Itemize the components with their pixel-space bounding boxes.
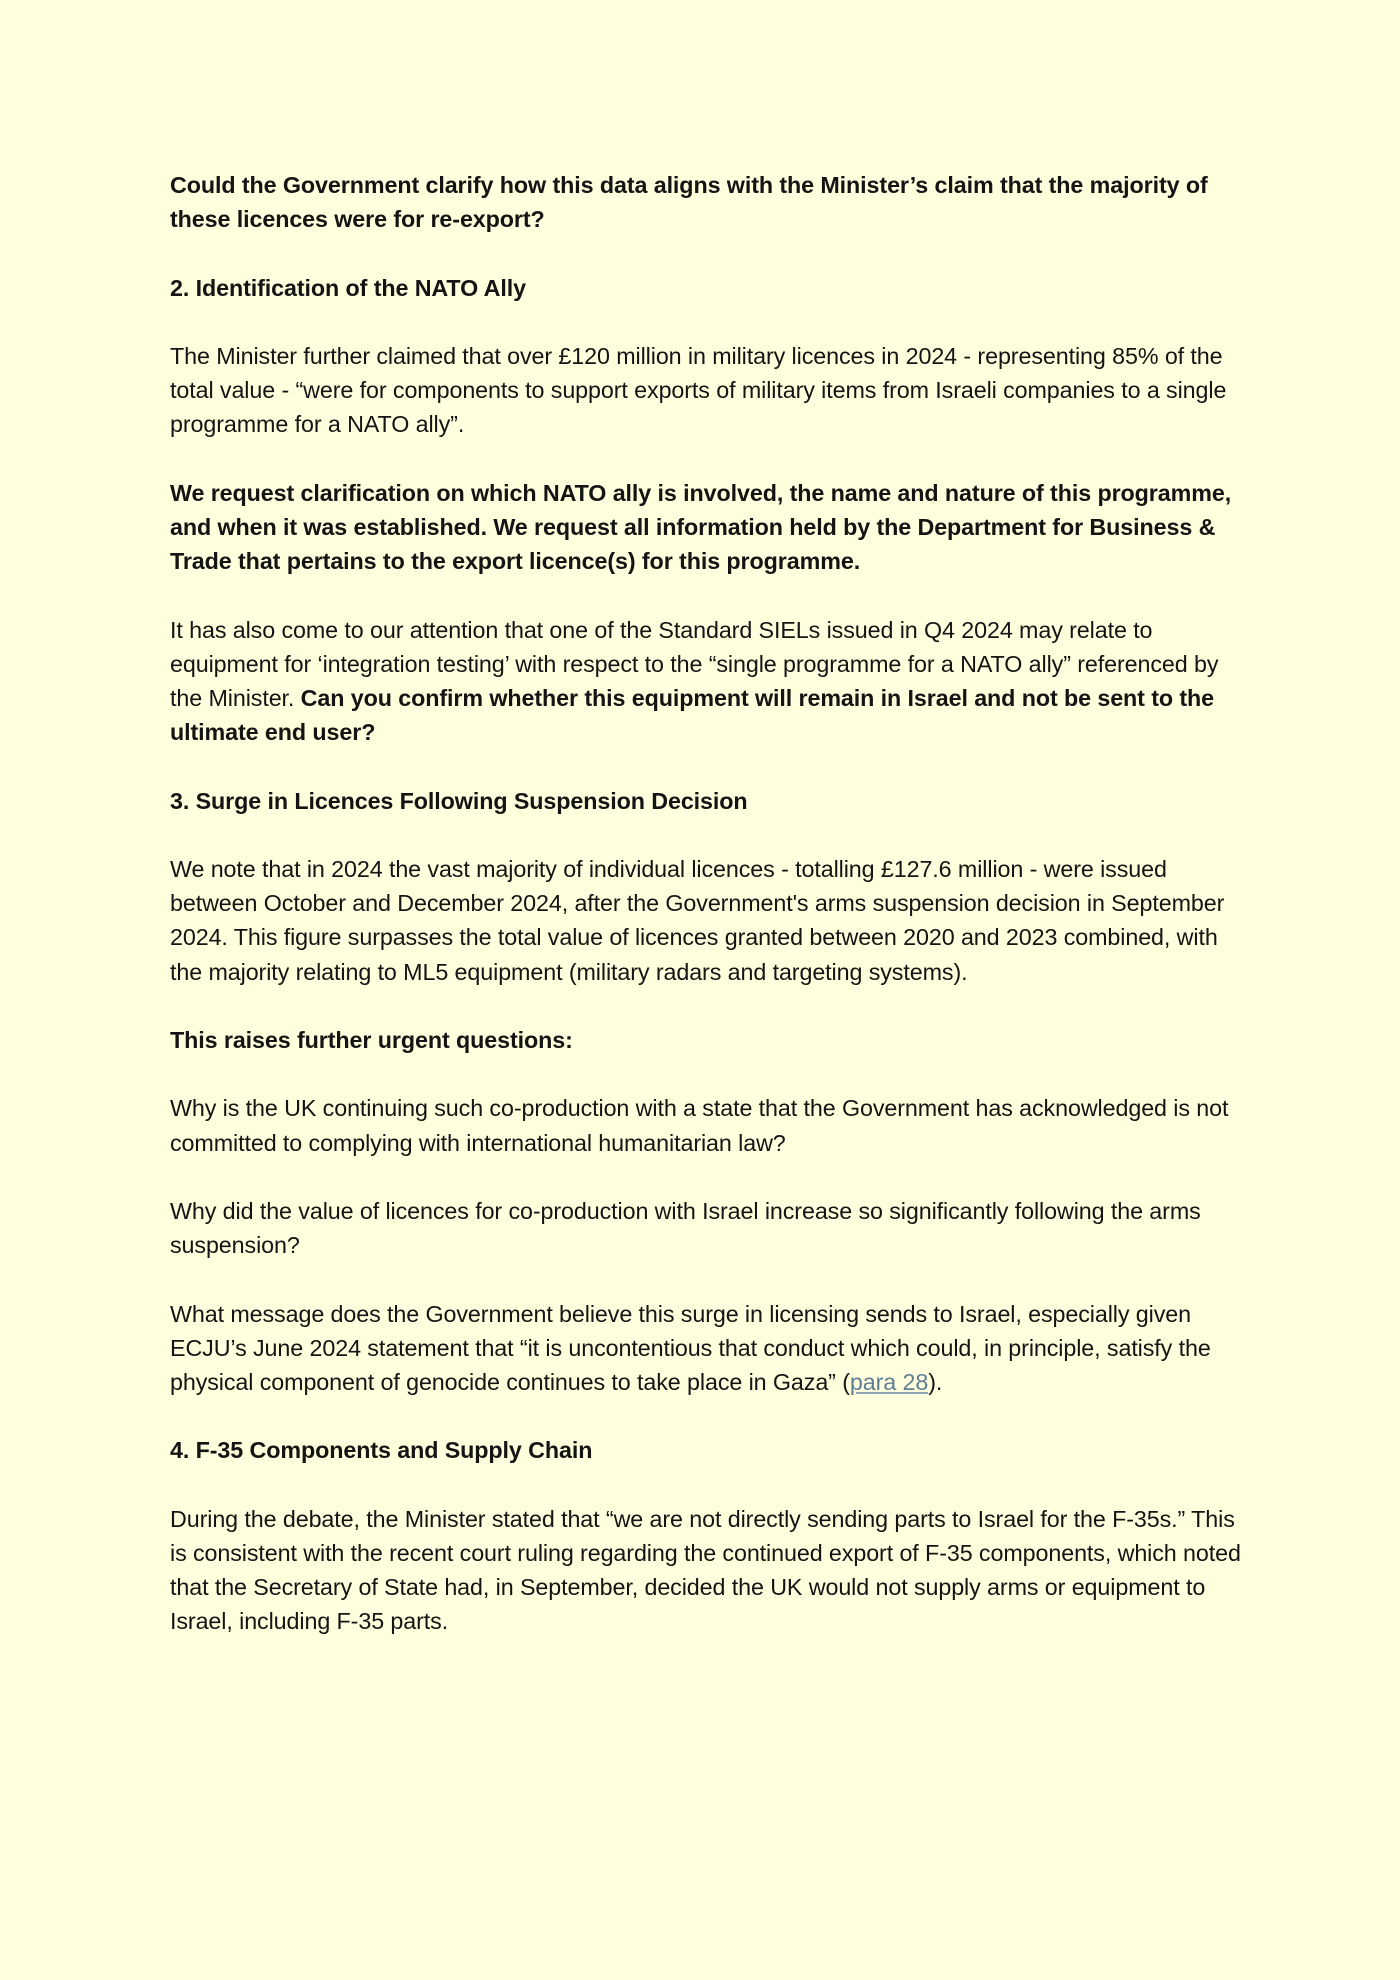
para-28-link[interactable]: para 28 xyxy=(849,1368,929,1395)
section-2-paragraph-1: The Minister further claimed that over £120 million in military licences in 2024 - representing 85% of the total value - “were for components to support exports of military items from Israeli companies to a single programme for a NATO ally”. xyxy=(170,342,1227,438)
section-2-paragraph-2 xyxy=(170,613,1245,750)
section-4-heading: 4. F-35 Components and Supply Chain xyxy=(170,1437,593,1464)
section-3-questions-intro: This raises further urgent questions: xyxy=(170,1026,573,1053)
section-2-heading: 2. Identification of the NATO Ally xyxy=(170,274,526,301)
section-3-question-1: Why is the UK continuing such co-production with a state that the Government has acknowledged is not committed to complying with international humanitarian law? xyxy=(170,1095,1229,1156)
section-3-question-2: Why did the value of licences for co-production with Israel increase so significantly following the arms suspension? xyxy=(170,1197,1201,1259)
document-body xyxy=(170,168,1245,1673)
section-3-question-3 xyxy=(170,1297,1245,1400)
section-4-paragraph-1: During the debate, the Minister stated that “we are not directly sending parts to Israel for the F-35s.” This is consistent with the recent court ruling regarding the continued export of F-35 components, which noted that the Secretary of State had, in September, decided the UK would not supply arms or equipment to Israel, including F-35 parts. xyxy=(170,1505,1241,1635)
intro-question: Could the Government clarify how this data aligns with the Minister’s claim that the majority of these licences were for re-export? xyxy=(170,172,1208,233)
section-2-paragraph-2-text: It has also come to our attention that one of the Standard SIELs issued in Q4 2024 may relate to equipment for ‘integration testing’ with respect to the “single programme for a NATO ally” referenced by the Minister. xyxy=(170,616,1219,711)
section-3-question-3-end: ). xyxy=(928,1368,943,1395)
section-2-request: We request clarification on which NATO ally is involved, the name and nature of this programme, and when it was established. We request all information held by the Department for Business & Trade that pertains to the export licence(s) for this programme. xyxy=(170,479,1232,575)
section-3-paragraph-1: We note that in 2024 the vast majority of individual licences - totalling £127.6 million - were issued between October and December 2024, after the Government's arms suspension decision in September 2024. This figure surpasses the total value of licences granted between 2020 and 2023 combined, with the majority relating to ML5 equipment (military radars and targeting systems). xyxy=(170,855,1225,985)
section-3-heading: 3. Surge in Licences Following Suspension Decision xyxy=(170,787,748,814)
section-2-paragraph-2-question: Can you confirm whether this equipment will remain in Israel and not be sent to the ultimate end user? xyxy=(170,684,1215,746)
section-3-question-3-text: What message does the Government believe this surge in licensing sends to Israel, especially given ECJU’s June 2024 statement that “it is uncontentious that conduct which could, in principle, satisfy the physical component of genocide continues to take place in Gaza” ( xyxy=(170,1300,1211,1395)
